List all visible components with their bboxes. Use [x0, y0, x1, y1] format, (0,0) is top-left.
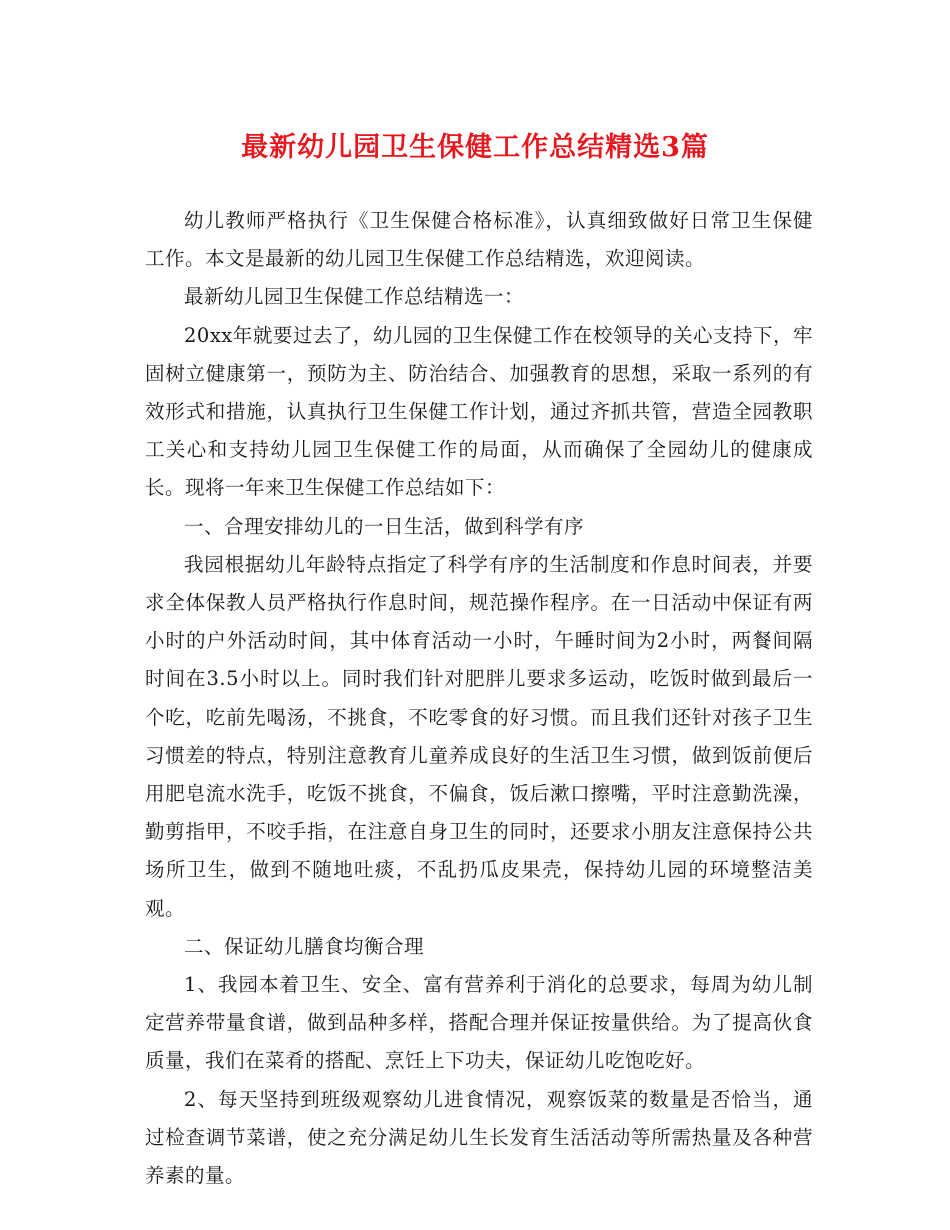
diet-item-1-paragraph: 1、我园本着卫生、安全、富有营养利于消化的总要求，每周为幼儿制定营养带量食谱，做到品种多样，搭配合理并保证按量供给。为了提高伙食质量，我们在菜肴的搭配、烹饪上下功夫，保证幼儿吃饱吃好。 — [145, 973, 813, 1073]
section-heading-diet: 二、保证幼儿膳食均衡合理 — [184, 934, 425, 958]
daily-life-paragraph: 我园根据幼儿年龄特点指定了科学有序的生活制度和作息时间表，并要求全体保教人员严格执行作息时间，规范操作程序。在一日活动中保证有两小时的户外活动时间，其中体育活动一小时，午睡时间为2小时，两餐间隔时间在3.5小时以上。同时我们针对肥胖儿要求多运动，吃饭时做到最后一个吃，吃前先喝汤，不挑食，不吃零食的好习惯。而且我们还针对孩子卫生习惯差的特点，特别注意教育儿童养成良好的生活卫生习惯，做到饭前便后用肥皂流水洗手，吃饭不挑食，不偏食，饭后漱口擦嘴，平时注意勤洗澡，勤剪指甲，不咬手指，在注意自身卫生的同时，还要求小朋友注意保持公共场所卫生，做到不随地吐痰，不乱扔瓜皮果壳，保持幼儿园的环境整洁美观。 — [145, 552, 813, 920]
document-title: 最新幼儿园卫生保健工作总结精选3篇 — [241, 132, 709, 163]
overview-paragraph: 20xx年就要过去了，幼儿园的卫生保健工作在校领导的关心支持下，牢固树立健康第一，预防为主、防治结合、加强教育的思想，采取一系列的有效形式和措施，认真执行卫生保健工作计划，通过齐抓共管，营造全园教职工关心和支持幼儿园卫生保健工作的局面，从而确保了全园幼儿的健康成长。现将一年来卫生保健工作总结如下： — [145, 323, 813, 500]
diet-item-2-paragraph: 2、每天坚持到班级观察幼儿进食情况，观察饭菜的数量是否恰当，通过检查调节菜谱，使之充分满足幼儿生长发育生活活动等所需热量及各种营养素的量。 — [145, 1087, 813, 1188]
intro-paragraph: 幼儿教师严格执行《卫生保健合格标准》，认真细致做好日常卫生保健工作。本文是最新的幼儿园卫生保健工作总结精选，欢迎阅读。 — [145, 209, 813, 271]
section-heading-part-one: 最新幼儿园卫生保健工作总结精选一： — [184, 285, 525, 309]
section-heading-daily-life: 一、合理安排幼儿的一日生活，做到科学有序 — [184, 514, 585, 538]
document-body — [145, 202, 813, 1195]
